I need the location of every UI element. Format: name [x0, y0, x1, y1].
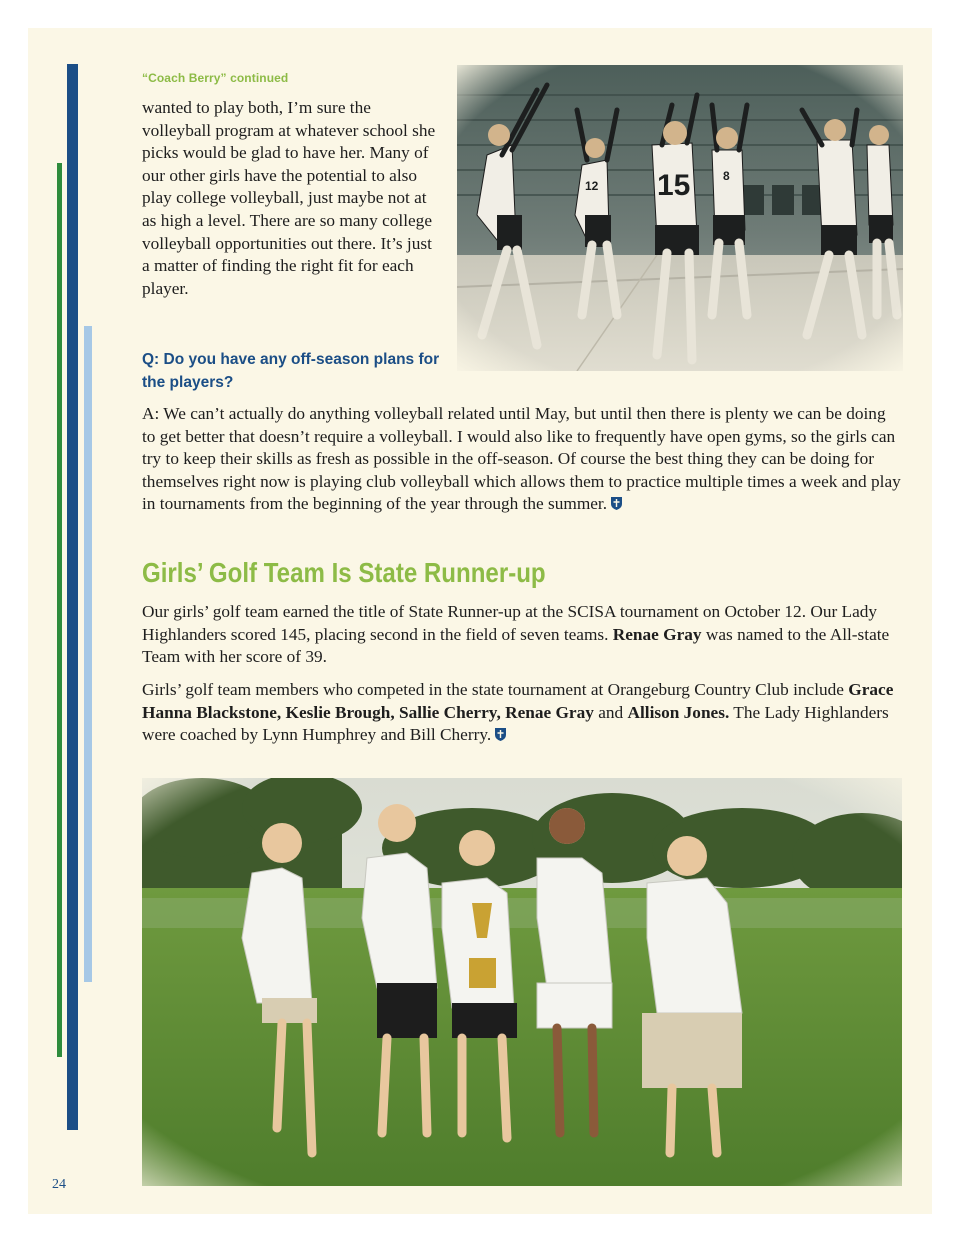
golf-para2-text-c: The Lady Highlanders were coached by Lynn Humphrey and Bill Cherry. — [142, 702, 889, 745]
golf-para2-text-b: and — [593, 702, 628, 722]
golf-para1-text-a: Our girls’ golf team earned the title of State Runner-up at the SCISA tournament on October 12. Our Lady Highlanders scored 145, placing second in the field of seven teams. — [142, 602, 878, 644]
volleyball-photo-illustration — [457, 65, 903, 371]
intro-paragraph: wanted to play both, I’m sure the volleyball program at whatever school she picks would be glad to have her. Many of our other girls have the potential to also play college volleyball, just maybe not at as high a level. There are so many college volleyball opportunities out there. It’s just a matter of finding the right fit for each player. — [142, 98, 436, 298]
decorative-bar-light-blue — [84, 326, 92, 982]
crest-end-mark-icon — [494, 727, 507, 742]
continued-label: “Coach Berry” continued — [142, 71, 289, 85]
crest-end-mark-icon — [610, 496, 623, 511]
decorative-bar-green — [57, 163, 62, 1057]
interview-answer — [142, 403, 902, 516]
section-title: Girls’ Golf Team Is State Runner-up — [142, 557, 546, 588]
golf-photo-illustration — [142, 778, 902, 1186]
volleyball-team-photo — [457, 65, 903, 371]
golf-para2-names-2: Allison Jones. — [627, 702, 730, 722]
golf-team-photo — [142, 778, 902, 1186]
golf-paragraph-1 — [142, 601, 902, 669]
golf-para2-names-1: Grace Hanna Blackstone, Keslie Brough, Sallie Cherry, Renae Gray — [142, 680, 894, 722]
page-number: 24 — [52, 1177, 66, 1192]
answer-text: A: We can’t actually do anything volleyball related until May, but until then there is plenty we can be doing to get better that doesn’t require a volleyball. I would also like to frequently have open gyms, so the girls can try to keep their skills as fresh as possible in the off-season. Of course the best thing they can be doing for themselves right now is playing club volleyball which allows them to practice multiple times a week and play in tournaments from the beginning of the year through the summer. — [142, 404, 901, 514]
decorative-bar-navy — [67, 64, 78, 1130]
golf-para1-text-b: was named to the All-state Team with her score of 39. — [142, 624, 890, 667]
interview-question: Q: Do you have any off-season plans for the players? — [142, 351, 440, 391]
golf-paragraph-2 — [142, 679, 912, 747]
golf-para2-text-a: Girls’ golf team members who competed in the state tournament at Orangeburg Country Club include — [142, 680, 849, 699]
golf-para1-name: Renae Gray — [612, 624, 702, 644]
